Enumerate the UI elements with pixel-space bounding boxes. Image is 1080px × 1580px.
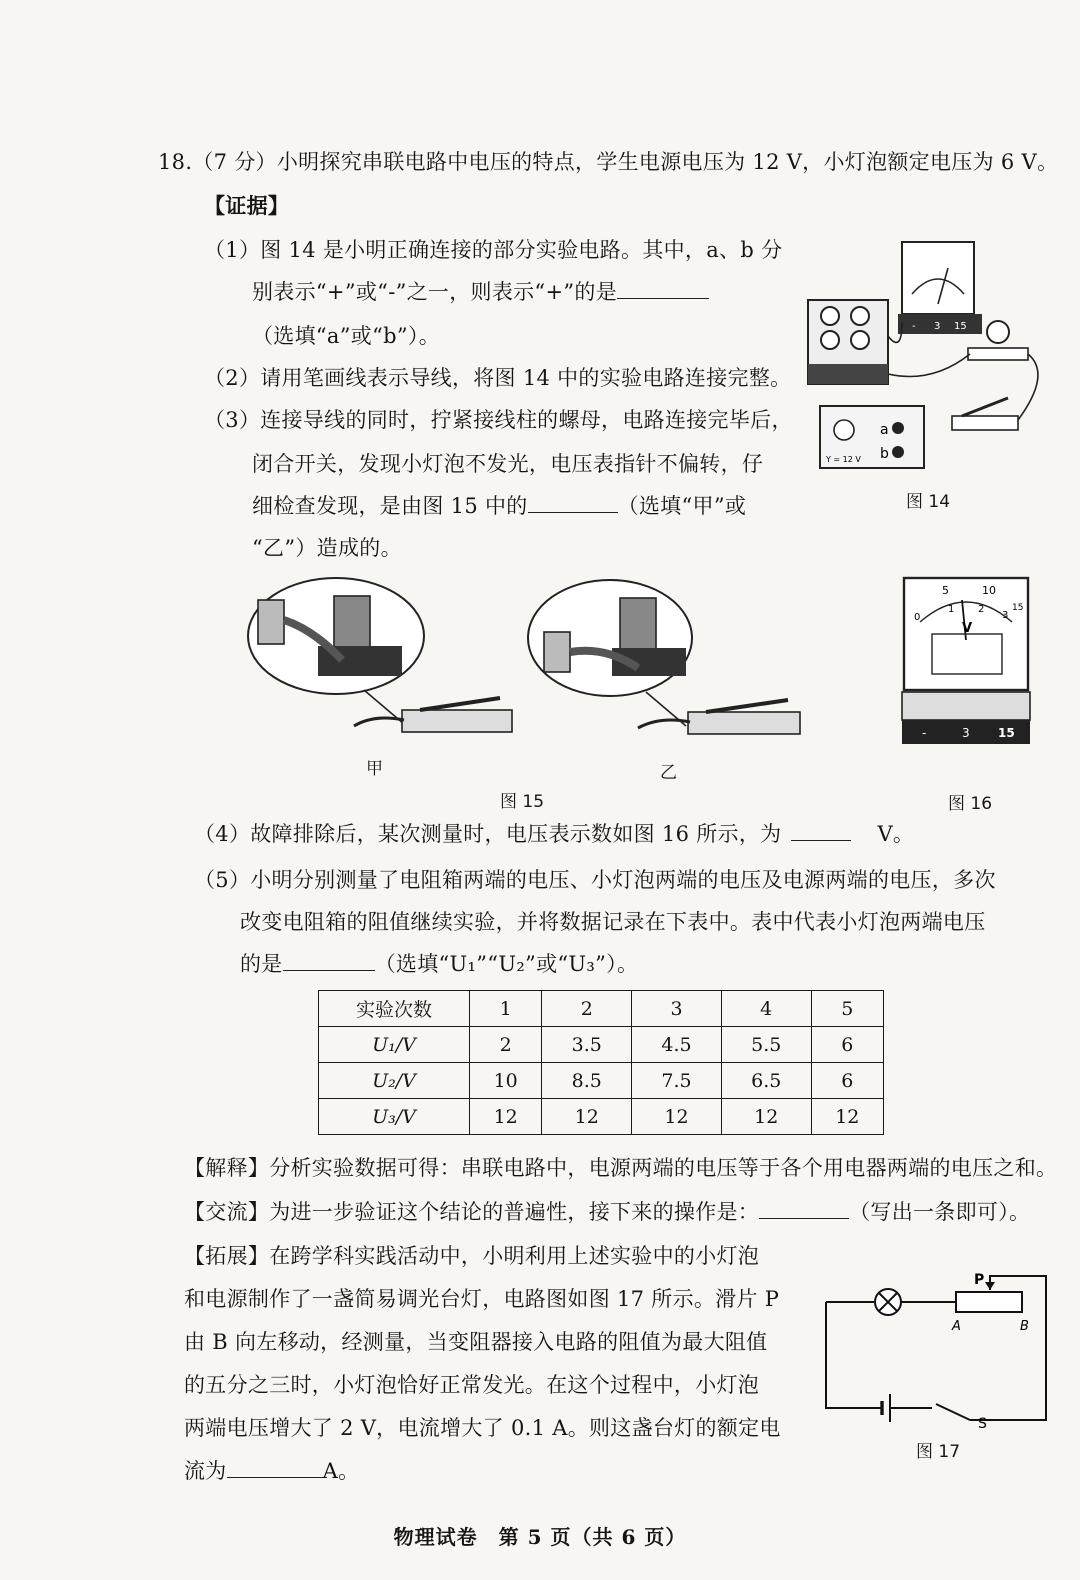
answer-blank-5[interactable] <box>283 950 375 971</box>
part1-line2 <box>252 278 709 306</box>
table-cell: 8.5 <box>542 1063 632 1099</box>
table-cell: 6 <box>811 1027 883 1063</box>
part5-text-a: 的是 <box>240 952 283 976</box>
answer-blank-7[interactable] <box>227 1457 323 1478</box>
table-cell: 2 <box>470 1027 542 1063</box>
table-cell: 10 <box>470 1063 542 1099</box>
table-cell: 7.5 <box>632 1063 722 1099</box>
figure-15-caption: 图 15 <box>500 792 545 812</box>
exchange-line <box>184 1198 1030 1226</box>
question-header: 18.（7 分）小明探究串联电路中电压的特点，学生电源电压为 12 V，小灯泡额定电压为 6 V。 <box>158 150 1059 174</box>
table-header-row <box>319 991 884 1027</box>
fig16-scale-label: 2 <box>978 604 985 615</box>
fig16-terminal-label: 3 <box>962 726 970 740</box>
fig14-terminal-label: 15 <box>954 321 967 332</box>
fig16-scale-label: 0 <box>914 612 921 623</box>
fig16-scale-label: 5 <box>942 584 949 597</box>
answer-blank-3[interactable] <box>528 492 618 513</box>
part5-line3 <box>240 950 638 978</box>
table-trial: 4 <box>721 991 811 1027</box>
extension-line2: 和电源制作了一盏简易调光台灯，电路图如图 17 所示。滑片 P <box>184 1287 780 1311</box>
figure-15-yi <box>526 576 816 756</box>
figure-14-caption: 图 14 <box>906 492 951 512</box>
section-evidence: 【证据】 <box>204 193 290 218</box>
fig16-scale-label: 15 <box>1012 603 1024 613</box>
table-trial: 1 <box>470 991 542 1027</box>
part1-line3: （选填“a”或“b”）。 <box>252 324 441 348</box>
fig16-scale-label: 3 <box>1002 610 1009 621</box>
fig14-label-a: a <box>880 422 889 438</box>
table-cell: 6 <box>811 1063 883 1099</box>
table-cell: 6.5 <box>721 1063 811 1099</box>
figure-15-label-yi: 乙 <box>660 763 677 783</box>
answer-blank-4[interactable] <box>791 820 851 841</box>
table-cell: 12 <box>632 1099 722 1135</box>
table-cell: 12 <box>470 1099 542 1135</box>
figure-17-caption: 图 17 <box>916 1442 961 1462</box>
part5-text-b: （选填“U₁”“U₂”或“U₃”）。 <box>374 952 639 976</box>
fig17-label-s: S <box>978 1416 987 1432</box>
extension-line1: 【拓展】在跨学科实践活动中，小明利用上述实验中的小灯泡 <box>184 1244 760 1268</box>
table-header-label: 实验次数 <box>319 991 470 1027</box>
figure-14-circuit <box>802 234 1062 484</box>
part3-line3 <box>252 492 746 520</box>
table-row-label: U₃/V <box>319 1099 470 1135</box>
fig17-label-b: B <box>1020 1319 1029 1334</box>
fig16-terminal-label: - <box>922 726 927 740</box>
part4-line1 <box>194 820 914 848</box>
table-cell: 3.5 <box>542 1027 632 1063</box>
answer-blank-6[interactable] <box>759 1198 849 1219</box>
extension-text-a: 流为 <box>184 1459 227 1483</box>
fig16-scale-label: 1 <box>948 604 955 615</box>
figure-16-caption: 图 16 <box>948 794 993 814</box>
fig17-label-a: A <box>952 1319 961 1334</box>
explain-line: 【解释】分析实验数据可得：串联电路中，电源两端的电压等于各个用电器两端的电压之和。 <box>184 1156 1058 1180</box>
table-cell: 12 <box>811 1099 883 1135</box>
part3-line1: （3）连接导线的同时，拧紧接线柱的螺母，电路连接完毕后， <box>204 408 793 432</box>
part3-line3-text-a: 细检查发现，是由图 15 中的 <box>252 494 528 518</box>
fig16-terminal-label: 15 <box>998 726 1015 740</box>
table-row <box>319 1099 884 1135</box>
data-table <box>318 990 884 1135</box>
fig17-rheostat <box>956 1292 1022 1312</box>
exchange-text-b: （写出一条即可）。 <box>849 1200 1031 1224</box>
table-cell: 5.5 <box>721 1027 811 1063</box>
part2-line1: （2）请用笔画线表示导线，将图 14 中的实验电路连接完整。 <box>204 366 792 390</box>
table-trial: 2 <box>542 991 632 1027</box>
extension-line4: 的五分之三时，小灯泡恰好正常发光。在这个过程中，小灯泡 <box>184 1373 760 1397</box>
fig17-label-p: P <box>974 1272 985 1288</box>
figure-16-voltmeter <box>898 574 1034 754</box>
fig14-source-label: Y = 12 V <box>826 455 861 464</box>
part3-line3-text-b: （选填“甲”或 <box>617 494 747 518</box>
part1-line2-text: 别表示“+”或“-”之一，则表示“+”的是 <box>252 280 618 304</box>
part3-line4: “乙”）造成的。 <box>252 536 402 560</box>
fig14-terminal-label: - <box>912 321 916 332</box>
table-cell: 12 <box>721 1099 811 1135</box>
part3-line2: 闭合开关，发现小灯泡不发光，电压表指针不偏转，仔 <box>252 452 764 476</box>
fig17-slider-arrow <box>985 1282 995 1290</box>
fig14-switch <box>952 416 1018 430</box>
fig16-scale-label: 10 <box>982 584 996 597</box>
page-footer: 物理试卷 第 5 页（共 6 页） <box>393 1525 687 1549</box>
table-row-label: U₂/V <box>319 1063 470 1099</box>
extension-line3: 由 B 向左移动，经测量，当变阻器接入电路的阻值为最大阻值 <box>184 1330 768 1354</box>
figure-15-jia <box>244 574 534 754</box>
exchange-text-a: 【交流】为进一步验证这个结论的普遍性，接下来的操作是： <box>184 1200 760 1224</box>
fig14-label-b: b <box>880 446 889 462</box>
figure-15-label-jia: 甲 <box>366 759 383 779</box>
extension-line5: 两端电压增大了 2 V，电流增大了 0.1 A。则这盏台灯的额定电 <box>184 1416 781 1440</box>
table-cell: 4.5 <box>632 1027 722 1063</box>
figure-17-circuit <box>820 1270 1060 1440</box>
part5-line1: （5）小明分别测量了电阻箱两端的电压、小灯泡两端的电压及电源两端的电压，多次 <box>194 868 996 892</box>
table-row <box>319 1027 884 1063</box>
fig14-lamp <box>987 321 1009 343</box>
answer-blank-1[interactable] <box>617 278 709 299</box>
fig17-switch <box>936 1404 970 1420</box>
extension-text-b: A。 <box>322 1459 360 1483</box>
fig16-unit: V <box>962 621 973 636</box>
table-row-label: U₁/V <box>319 1027 470 1063</box>
fig14-terminal-label: 3 <box>934 321 941 332</box>
part1-line1: （1）图 14 是小明正确连接的部分实验电路。其中，a、b 分 <box>204 238 783 262</box>
table-cell: 12 <box>542 1099 632 1135</box>
part4-text-a: （4）故障排除后，某次测量时，电压表示数如图 16 所示，为 <box>194 822 782 846</box>
extension-line6 <box>184 1457 359 1485</box>
part5-line2: 改变电阻箱的阻值继续实验，并将数据记录在下表中。表中代表小灯泡两端电压 <box>240 910 986 934</box>
table-row <box>319 1063 884 1099</box>
table-trial: 3 <box>632 991 722 1027</box>
part4-text-b: V。 <box>877 822 915 846</box>
table-trial: 5 <box>811 991 883 1027</box>
